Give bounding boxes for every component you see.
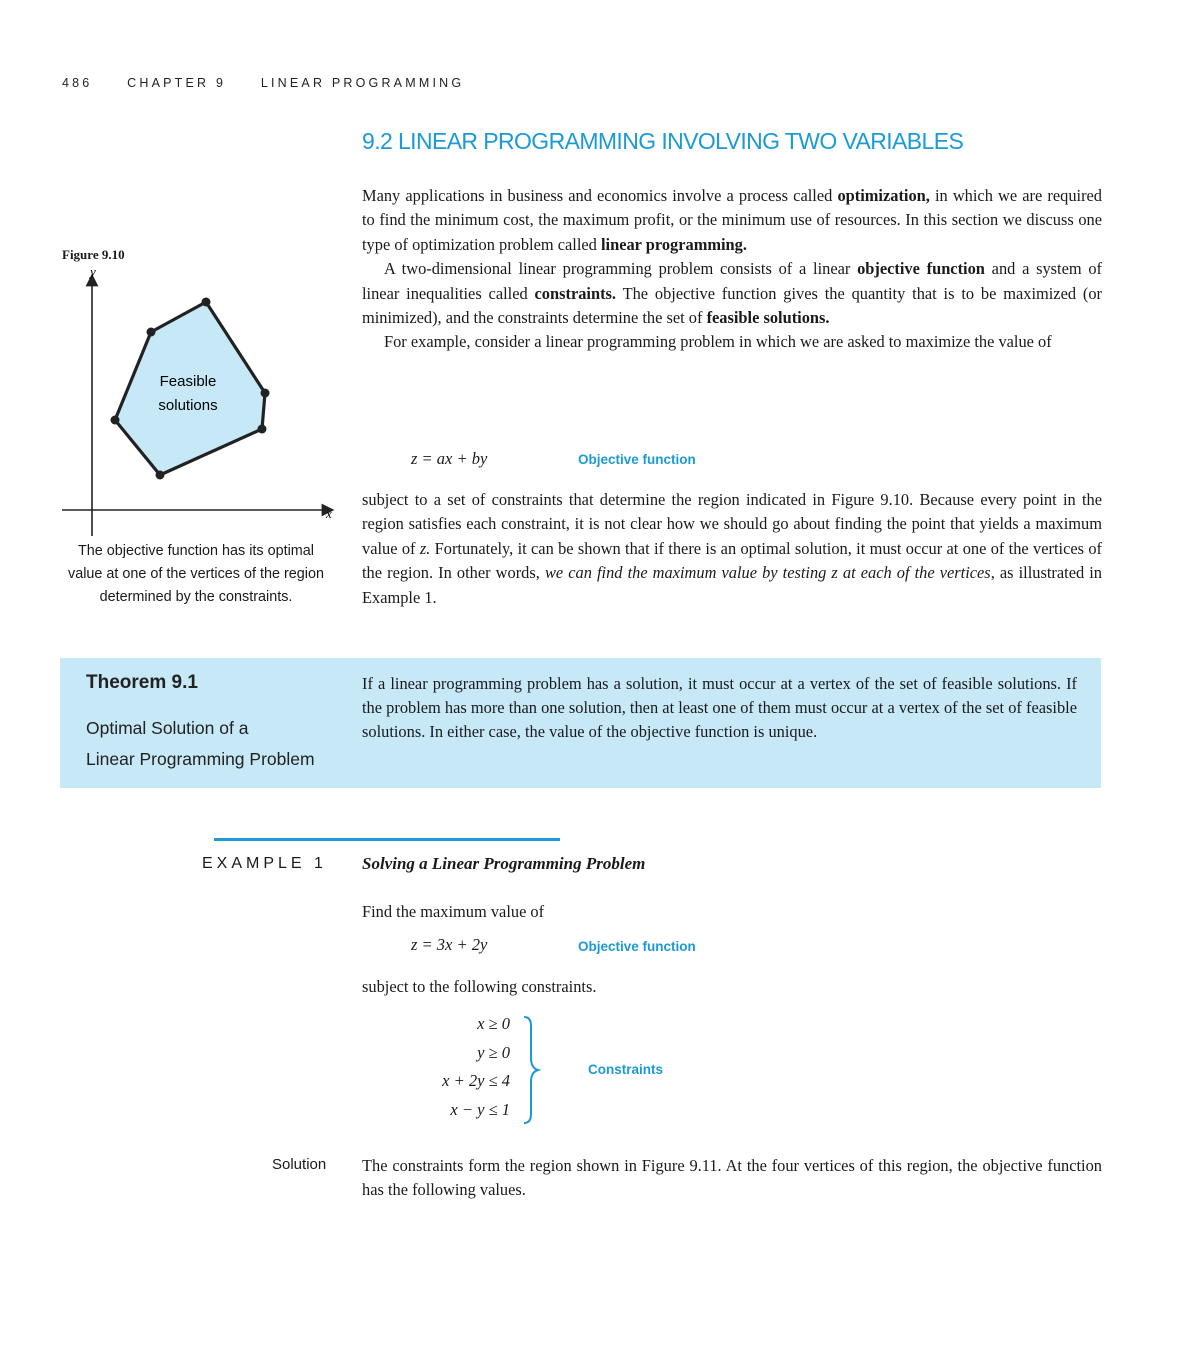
objective-tag: Objective function xyxy=(578,452,696,467)
constraint-item: x ≥ 0 xyxy=(477,1014,510,1033)
vertex-point xyxy=(258,425,267,434)
figure-label: Figure 9.10 xyxy=(62,247,125,262)
solution-text: The constraints form the region shown in Figure 9.11. At the four vertices of this region, the objective function has the following values. xyxy=(362,1156,1102,1200)
example-intro: Find the maximum value of xyxy=(362,902,545,921)
constraints-list xyxy=(400,1014,510,1128)
theorem-text: If a linear programming problem has a solution, it must occur at a vertex of the set of feasible solutions. If the problem has more than one solution, then at least one of them must occur at a vertex of the set of feasible solutions. In either case, the value of the objective function is unique. xyxy=(362,674,1077,741)
region-label-line-1: Feasible xyxy=(159,373,217,390)
intro-paragraph-3: For example, consider a linear programming problem in which we are asked to maximize the value of xyxy=(384,332,1052,352)
figure-caption: The objective function has its optimal value at one of the vertices of the region determined by the constraints. xyxy=(68,543,324,605)
example-title: Solving a Linear Programming Problem xyxy=(362,854,646,873)
constraint-item: y ≥ 0 xyxy=(477,1042,510,1062)
example-objective-tag: Objective function xyxy=(578,939,696,954)
constraints-brace xyxy=(518,1014,544,1126)
constraints-tag: Constraints xyxy=(588,1062,664,1077)
x-axis-label: x xyxy=(326,506,332,521)
chapter-title: LINEAR PROGRAMMING xyxy=(260,76,465,90)
chapter-label: CHAPTER 9 xyxy=(127,76,227,90)
vertex-point xyxy=(111,416,120,425)
solution-label: Solution xyxy=(272,1156,327,1173)
constraint-item: x + 2y ≤ 4 xyxy=(442,1071,510,1090)
theorem-subtitle: Optimal Solution of a Linear Programming Problem xyxy=(86,718,315,769)
constraints-intro: subject to the following constraints. xyxy=(362,977,597,996)
vertex-point xyxy=(202,298,211,307)
page-number: 486 xyxy=(62,76,93,90)
intro-paragraph-1: Many applications in business and economics involve a process called optimization, in which we are required to find the minimum cost, the maximum profit, or the minimum use of resources. In this section we discuss one type of optimization problem called linear programming. xyxy=(362,186,1102,254)
intro-paragraphs xyxy=(362,184,1102,355)
vertex-point xyxy=(147,328,156,337)
constraint-item: x − y ≤ 1 xyxy=(450,1099,510,1119)
example-objective: z = 3x + 2y xyxy=(411,935,488,954)
example-label: EXAMPLE 1 xyxy=(202,855,327,872)
example-rule xyxy=(214,838,560,841)
theorem-title: Theorem 9.1 xyxy=(86,672,198,693)
objective-equation: z = ax + by xyxy=(411,449,488,468)
vertex-paragraph: subject to a set of constraints that determine the region indicated in Figure 9.10. Because every point in the region satisfies each constraint, it is not clear how we should go about finding the point that yields a maximum value of z. Fortunately, it can be shown that if there is an optimal solution, it must occur at one of the vertices of the region. In other words, we can find the maximum value by testing z at each of the vertices, as illustrated in Example 1. xyxy=(362,490,1102,607)
region-label-line-2: solutions xyxy=(158,397,218,414)
running-header xyxy=(62,76,492,90)
intro-paragraph-2: A two-dimensional linear programming problem consists of a linear objective function and a system of linear inequalities called constraints. The objective function gives the quantity that is to be maximized (or minimized), and the constraints determine the set of feasible solutions. xyxy=(362,259,1103,328)
section-title: 9.2 LINEAR PROGRAMMING INVOLVING TWO VARIABLES xyxy=(362,128,964,154)
y-axis-label: y xyxy=(90,264,96,279)
feasible-region-figure xyxy=(60,262,350,542)
vertex-point xyxy=(261,389,270,398)
vertex-point xyxy=(156,471,165,480)
